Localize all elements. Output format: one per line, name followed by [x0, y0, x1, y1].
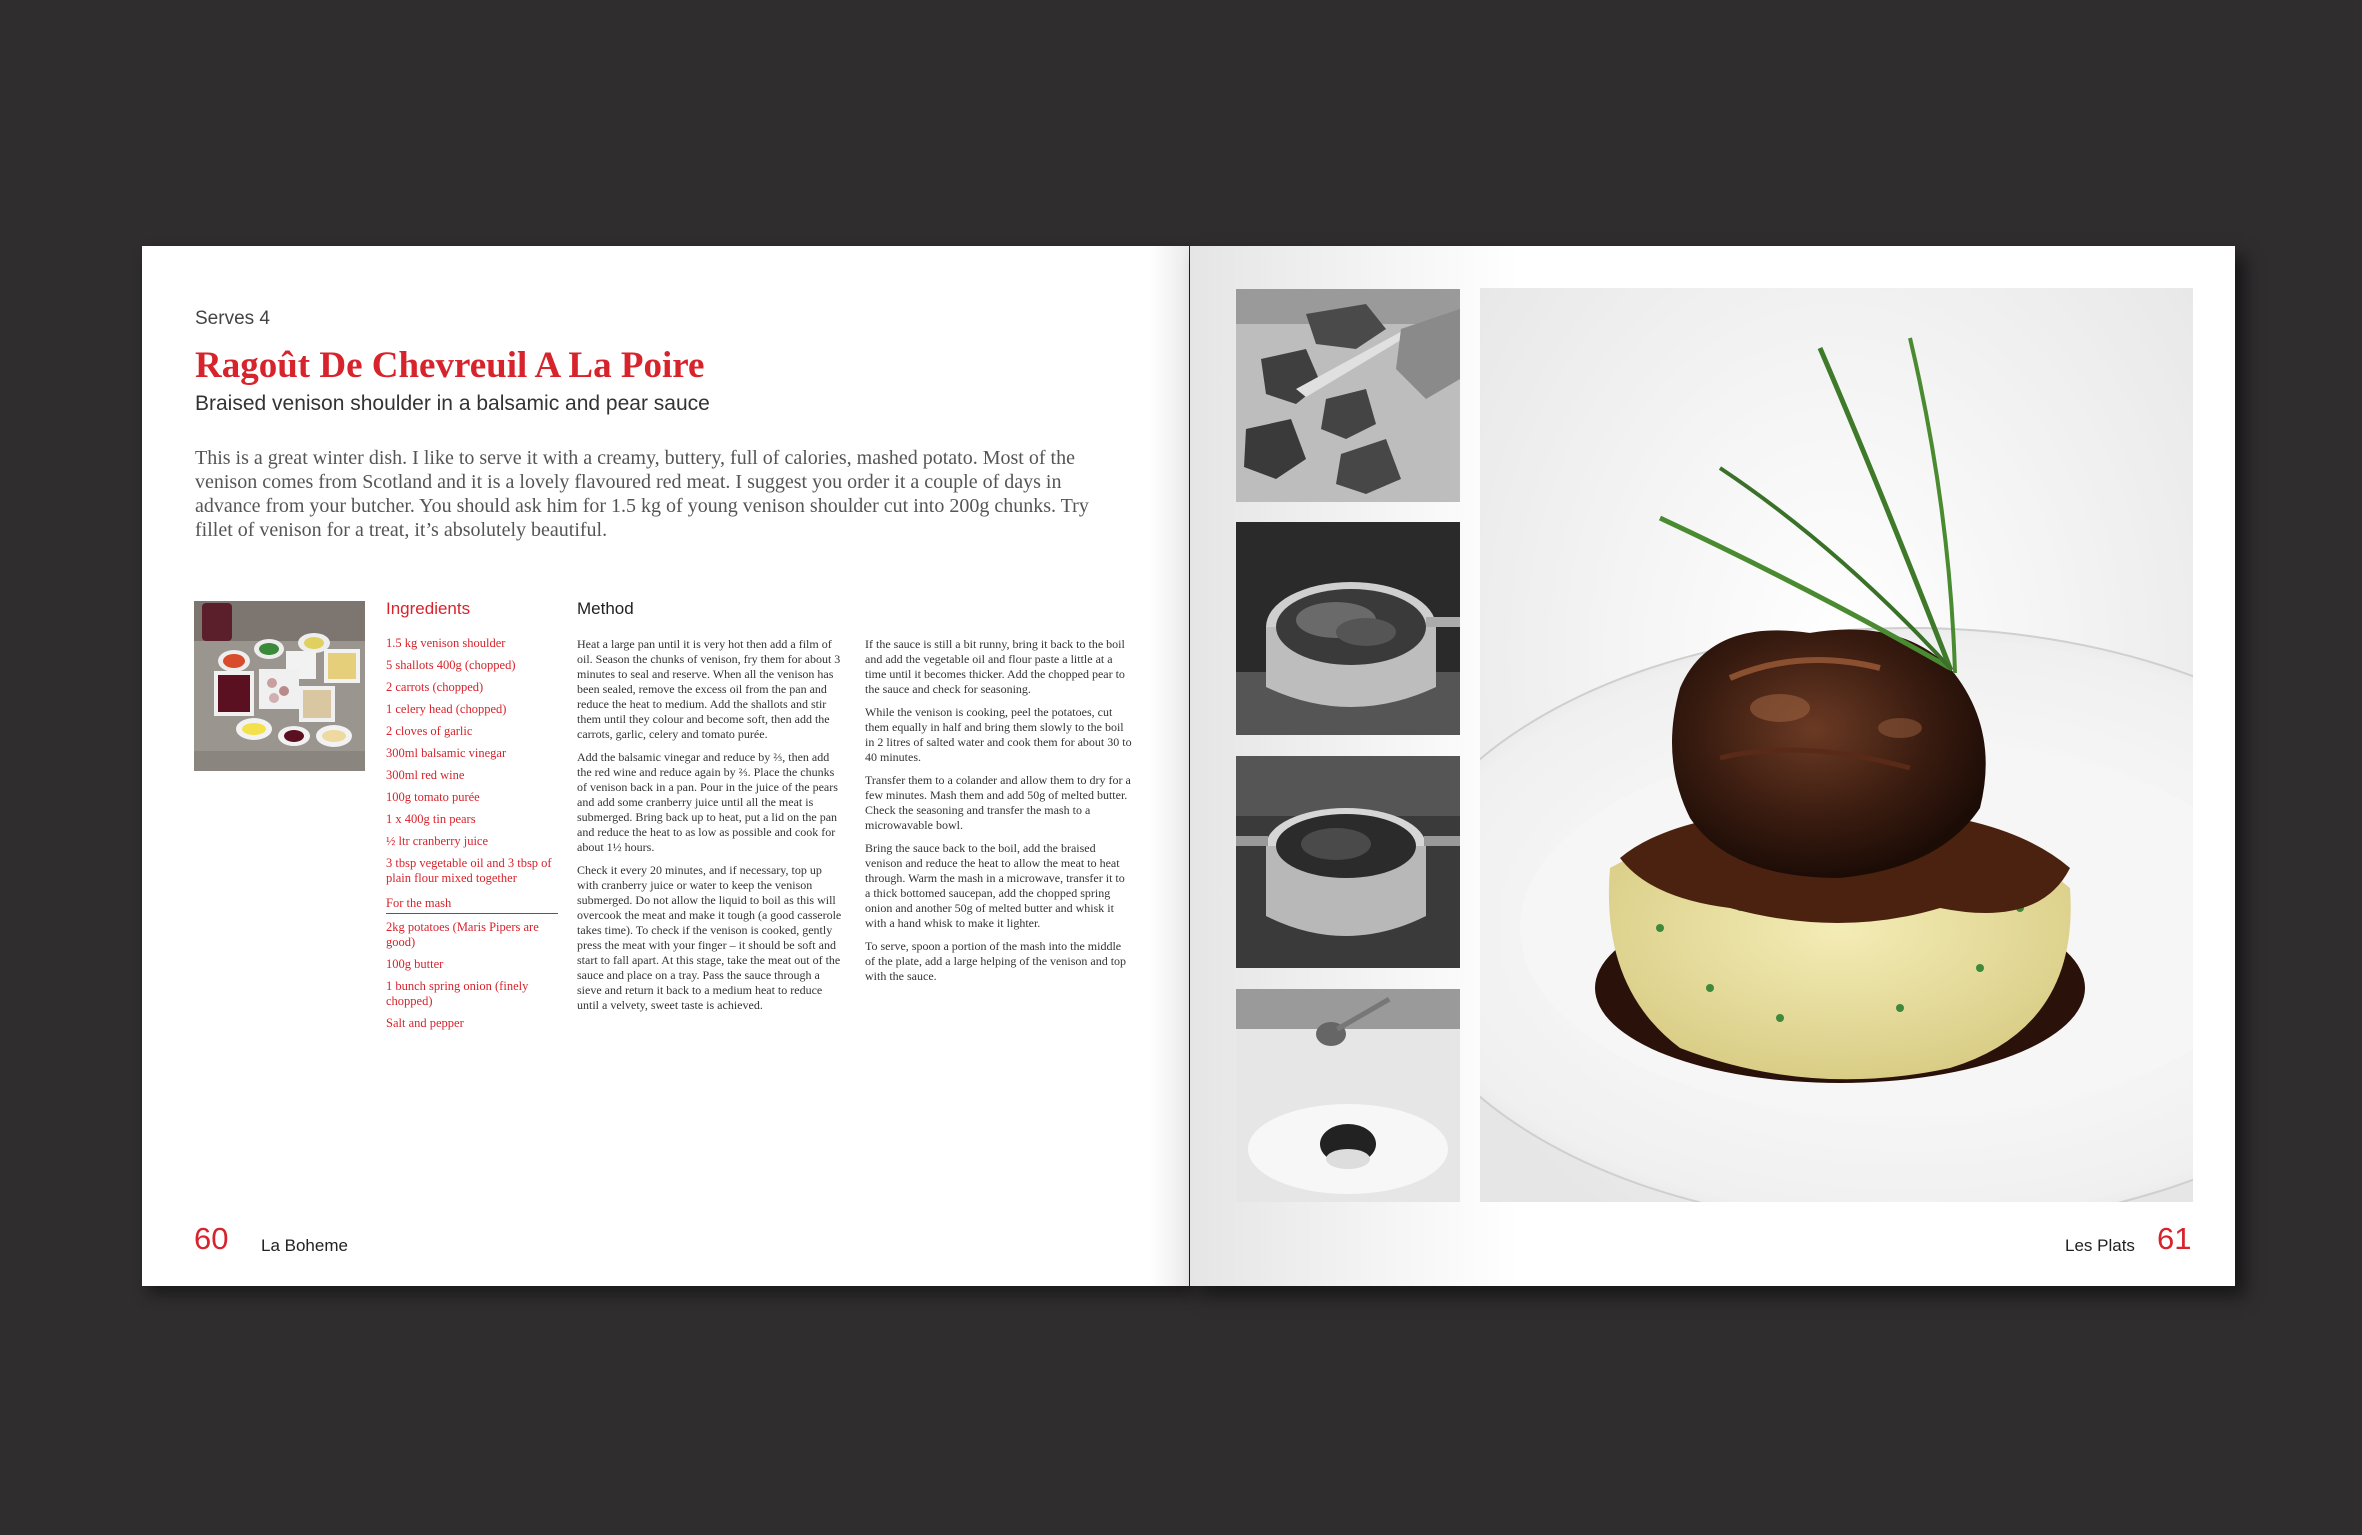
footer-label-left: La Boheme — [261, 1236, 348, 1255]
right-page — [1190, 246, 2235, 1286]
step-photo-plating — [1236, 989, 1460, 1202]
step-photo-simmering — [1236, 756, 1460, 968]
footer-label-right: Les Plats — [2065, 1236, 2135, 1255]
ingredient-item: 300ml red wine — [386, 768, 465, 782]
ingredient-item: 1.5 kg venison shoulder — [386, 636, 506, 650]
method-heading: Method — [577, 599, 634, 618]
ingredient-item: 5 shallots 400g (chopped) — [386, 658, 516, 672]
serves-label: Serves 4 — [195, 308, 270, 329]
ingredient-item: 2 cloves of garlic — [386, 724, 473, 738]
ingredient-item: ½ ltr cranberry juice — [386, 834, 489, 848]
ingredient-item: 300ml balsamic vinegar — [386, 746, 507, 760]
mash-ingredient-item: 1 bunch spring onion (finely chopped) — [386, 979, 529, 1008]
ingredients-heading: Ingredients — [386, 599, 471, 618]
method-paragraph: To serve, spoon a portion of the mash into the middle of the plate, add a large helping of the venison and top with the sauce. — [865, 939, 1127, 983]
ingredient-item: 1 celery head (chopped) — [386, 702, 507, 716]
mash-ingredient-item: Salt and pepper — [386, 1016, 464, 1030]
recipe-intro: This is a great winter dish. I like to serve it with a creamy, buttery, full of calories, mashed potato. Most of the venison comes from Scotland and it is a lovely flavoured red meat. I suggest you order it a couple of days in advance from your butcher. You should ask him for 1.5 kg of young venison shoulder cut into 200g chunks. Try fillet of venison for a treat, it’s absolutely beautiful. — [195, 447, 1089, 541]
mash-ingredient-item: 100g butter — [386, 957, 444, 971]
page-number-left: 60 — [194, 1221, 229, 1256]
mash-ingredient-item: 2kg potatoes (Maris Pipers are good) — [386, 920, 539, 949]
method-paragraph: If the sauce is still a bit runny, bring it back to the boil and add the vegetable oil and flour paste a little at a time until it becomes thicker. Add the chopped pear to the sauce and check for seasoning. — [865, 637, 1125, 696]
method-paragraph: Add the balsamic vinegar and reduce by ⅔, then add the red wine and reduce again by ⅔. Place the chunks of venison back in a pan. Pour in the juice of the pears and add some cranberry juice until all the meat is submerged. Bring back up to heat, put a lid on the pan and reduce the heat to as low as possible and cook for about 1½ hours. — [577, 750, 838, 854]
method-paragraph: Heat a large pan until it is very hot then add a film of oil. Season the chunks of venison, fry them for about 3 minutes to seal and reserve. When all the venison has been sealed, remove the excess oil from the pan and reduce the heat to medium. Add the shallots and stir them until they colour and become soft, then add the carrots, garlic, celery and tomato purée. — [577, 637, 841, 741]
step-photo-pan-frying — [1236, 522, 1460, 735]
mash-heading: For the mash — [386, 896, 558, 914]
ingredients-photo — [194, 601, 365, 771]
ingredient-item: 100g tomato purée — [386, 790, 480, 804]
gutter-shadow-left — [1149, 246, 1189, 1286]
method-paragraph: Check it every 20 minutes, and if necessary, top up with cranberry juice or water to keep the venison submerged. Do not allow the liquid to boil as this will overcook the meat and make it tough (a good casserole takes time). To check if the venison is cooked, gently press the meat with your finger – it should be soft and start to fall apart. At this stage, take the meat out of the sauce and place on a tray. Pass the sauce through a sieve and return it back to a medium heat to reduce until a velvety, sweet taste is achieved. — [577, 863, 842, 1012]
ingredient-item: 2 carrots (chopped) — [386, 680, 484, 694]
method-paragraph: Transfer them to a colander and allow them to dry for a few minutes. Mash them and add 50g of melted butter. Check the seasoning and transfer the mash to a microwavable bowl. — [865, 773, 1131, 832]
ingredient-item: 3 tbsp vegetable oil and 3 tbsp of plain flour mixed together — [386, 856, 552, 885]
step-photo-cutting — [1236, 289, 1460, 502]
method-column-2 — [865, 637, 1132, 992]
method-column-1 — [577, 637, 844, 1021]
method-paragraph: Bring the sauce back to the boil, add the braised venison and reduce the heat to allow the meat to heat through. Warm the mash in a microwave, transfer it to a thick bottomed saucepan, add the chopped spring onion and another 50g of melted butter and whisk it with a hand whisk to make it lighter. — [865, 841, 1125, 930]
left-page — [142, 246, 1189, 1286]
recipe-subtitle: Braised venison shoulder in a balsamic and pear sauce — [195, 392, 710, 415]
page-number-right: 61 — [2157, 1221, 2192, 1256]
main-dish-photo — [1480, 288, 2193, 1202]
recipe-title: Ragoût De Chevreuil A La Poire — [195, 345, 705, 386]
method-paragraph: While the venison is cooking, peel the potatoes, cut them equally in half and bring them slowly to the boil in 2 litres of salted water and cook them for about 30 to 40 minutes. — [865, 705, 1132, 764]
ingredients-list — [386, 636, 558, 1038]
ingredient-item: 1 x 400g tin pears — [386, 812, 476, 826]
